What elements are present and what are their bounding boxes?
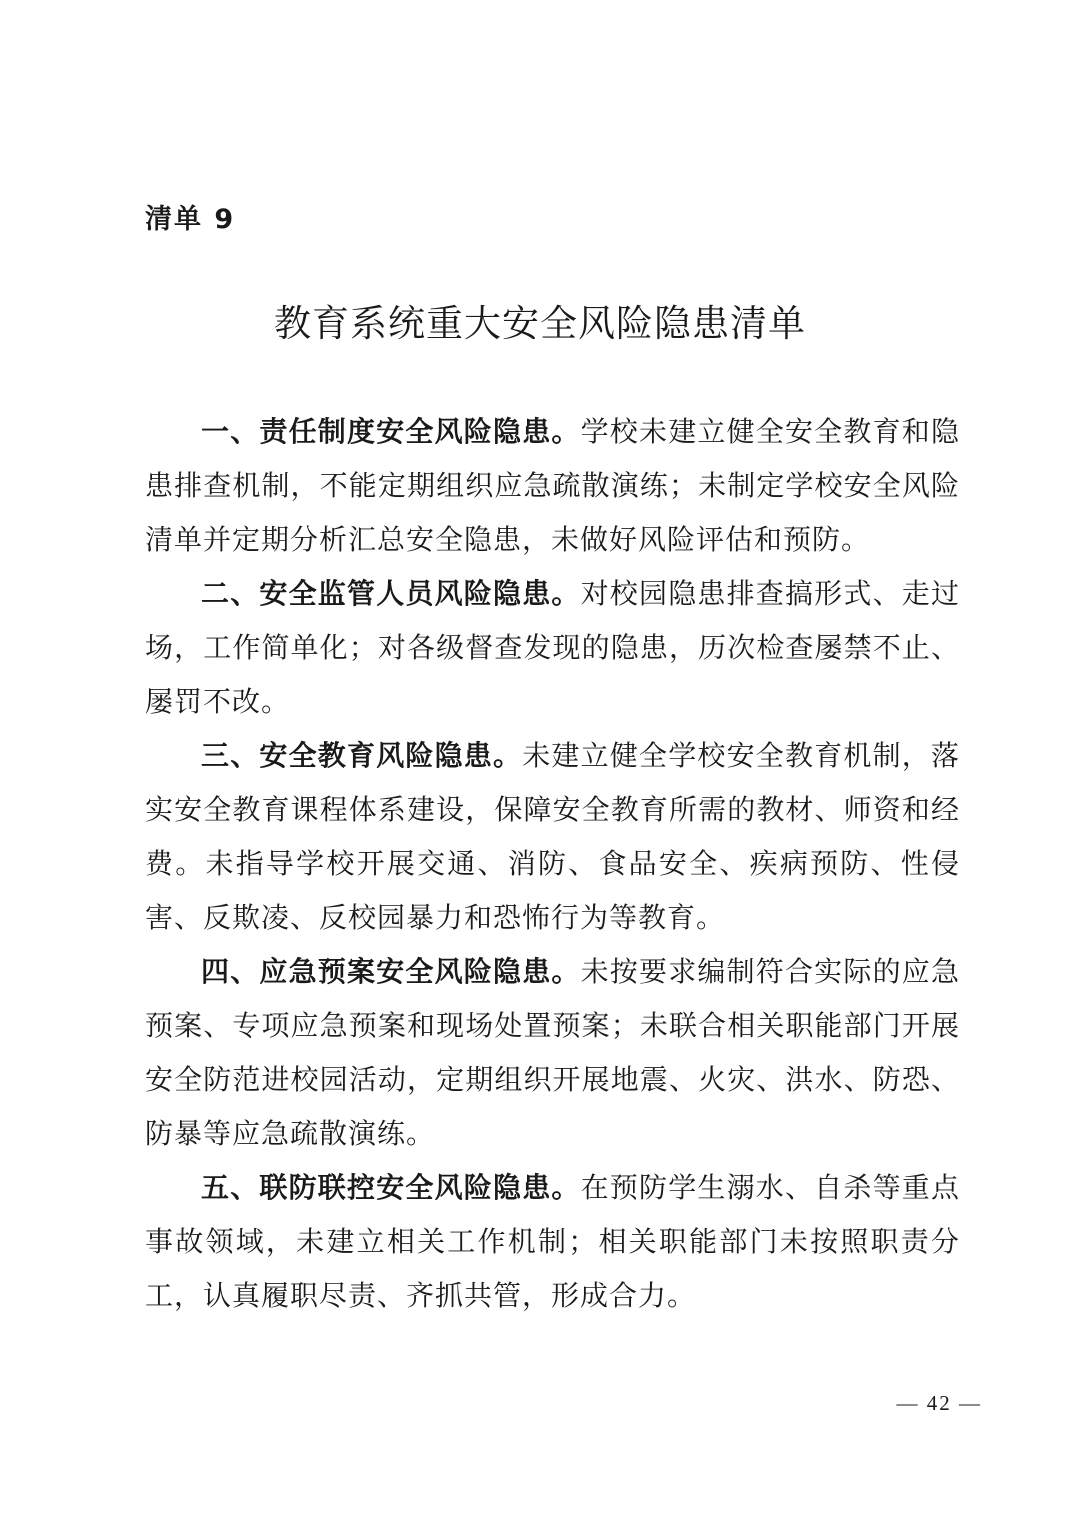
paragraph-5-heading: 五、联防联控安全风险隐患。 — [201, 1171, 581, 1204]
paragraph-1 — [145, 405, 960, 567]
paragraph-1-heading: 一、责任制度安全风险隐患。 — [201, 415, 581, 448]
paragraph-3-heading: 三、安全教育风险隐患。 — [201, 739, 523, 772]
paragraph-2-heading: 二、安全监管人员风险隐患。 — [201, 577, 581, 610]
paragraph-2 — [145, 567, 960, 729]
paragraph-5-text: 在预防学生溺水、自杀等重点事故领域，未建立相关工作机制；相关职能部门未按照职责分工，认真履职尽责、齐抓共管，形成合力。 — [145, 1171, 960, 1312]
paragraph-3-text: 未建立健全学校安全教育机制，落实安全教育课程体系建设，保障安全教育所需的教材、师资和经费。未指导学校开展交通、消防、食品安全、疾病预防、性侵害、反欺凌、反校园暴力和恐怖行为等教育。 — [145, 739, 960, 934]
paragraph-4-text: 未按要求编制符合实际的应急预案、专项应急预案和现场处置预案；未联合相关职能部门开展安全防范进校园活动，定期组织开展地震、火灾、洪水、防恐、防暴等应急疏散演练。 — [145, 955, 960, 1150]
paragraph-5 — [145, 1161, 960, 1323]
document-body — [145, 405, 960, 1323]
paragraph-4 — [145, 945, 960, 1161]
paragraph-1-text: 学校未建立健全安全教育和隐患排查机制，不能定期组织应急疏散演练；未制定学校安全风险清单并定期分析汇总安全隐患，未做好风险评估和预防。 — [145, 415, 960, 556]
list-label: 清单 9 — [145, 204, 236, 235]
paragraph-2-text: 对校园隐患排查搞形式、走过场，工作简单化；对各级督查发现的隐患，历次检查屡禁不止、屡罚不改。 — [145, 577, 960, 718]
paragraph-4-heading: 四、应急预案安全风险隐患。 — [201, 955, 581, 988]
paragraph-3 — [145, 729, 960, 945]
document-title: 教育系统重大安全风险隐患清单 — [274, 302, 806, 345]
page-number: — 42 — — [896, 1391, 982, 1415]
